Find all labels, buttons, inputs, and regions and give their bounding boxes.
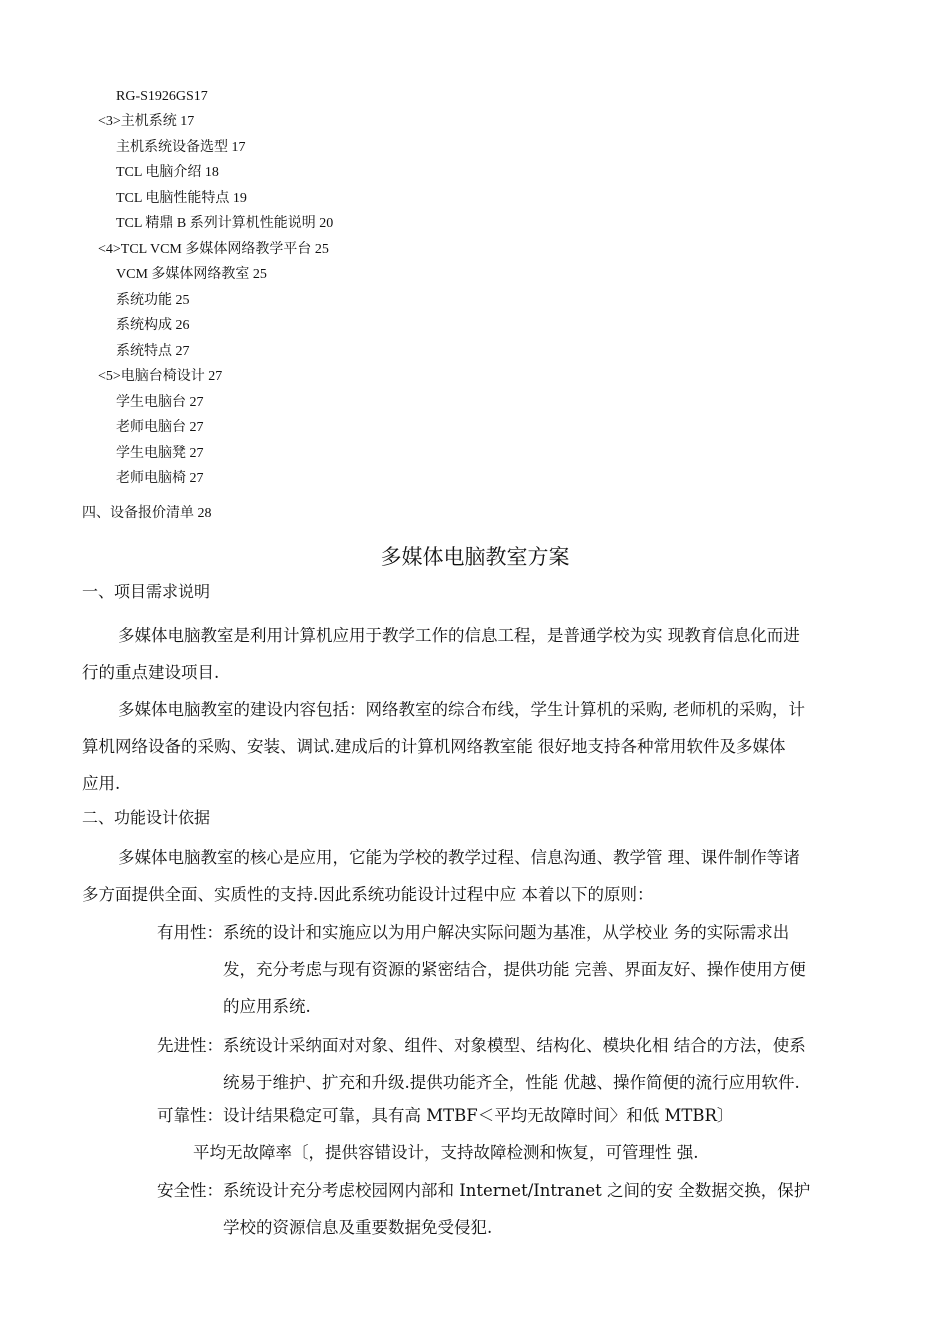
toc-entry: TCL 电脑性能特点 19 bbox=[116, 191, 247, 206]
criterion-line: 发，充分考虑与现有资源的紧密结合，提供功能 完善、界面友好、操作使用方便 bbox=[223, 960, 806, 979]
criterion-line: 平均无故障率〔，提供容错设计，支持故障检测和恢复，可管理性 强. bbox=[193, 1143, 699, 1162]
toc-entry: 四、设备报价清单 28 bbox=[82, 506, 212, 521]
criterion-line: 可靠性：设计结果稳定可靠，具有高 MTBF＜平均无故障时间〉和低 MTBR〕 bbox=[157, 1106, 734, 1125]
criterion-advancement bbox=[157, 1027, 879, 1101]
toc-entry: VCM 多媒体网络教室 25 bbox=[116, 267, 267, 282]
paragraph-line: 多媒体电脑教室是利用计算机应用于教学工作的信息工程，是普通学校为实 现教育信息化而进 bbox=[118, 626, 800, 645]
criterion-line: 统易于维护、扩充和升级.提供功能齐全，性能 优越、操作简便的流行应用软件. bbox=[223, 1073, 800, 1092]
criterion-security bbox=[157, 1172, 879, 1246]
paragraph-line: 多媒体电脑教室的核心是应用，它能为学校的教学过程、信息沟通、教学管 理、课件制作等诸 bbox=[118, 848, 800, 867]
toc-entry: 系统构成 26 bbox=[116, 318, 190, 333]
criterion-usefulness bbox=[157, 914, 879, 1025]
toc-entry: <5>电脑台椅设计 27 bbox=[98, 369, 223, 384]
toc-entry: 学生电脑凳 27 bbox=[116, 446, 204, 461]
paragraph-line: 算机网络设备的采购、安装、调试.建成后的计算机网络教室能 很好地支持各种常用软件及多媒体 bbox=[82, 737, 786, 756]
criterion-reliability bbox=[157, 1097, 879, 1171]
paragraph-line: 多媒体电脑教室的建设内容包括：网络教室的综合布线，学生计算机的采购, 老师机的采购，计 bbox=[118, 700, 805, 719]
toc-entry: TCL 精鼎 B 系列计算机性能说明 20 bbox=[116, 216, 334, 231]
toc-entry: RG-S1926GS17 bbox=[116, 89, 208, 104]
toc-entry: 系统特点 27 bbox=[116, 344, 190, 359]
section-heading-requirements: 一、项目需求说明 bbox=[82, 582, 211, 601]
toc-entry: <3>主机系统 17 bbox=[98, 114, 195, 129]
section-heading-design-basis: 二、功能设计依据 bbox=[82, 808, 211, 827]
paragraph-line: 多方面提供全面、实质性的支持.因此系统功能设计过程中应 本着以下的原则： bbox=[82, 885, 654, 904]
paragraph-line: 行的重点建设项目. bbox=[82, 663, 220, 682]
paragraph-requirements-1 bbox=[82, 617, 878, 691]
paragraph-line: 应用. bbox=[82, 774, 121, 793]
toc-entry: 系统功能 25 bbox=[116, 293, 190, 308]
document-title: 多媒体电脑教室方案 bbox=[380, 545, 570, 569]
criterion-line: 有用性：系统的设计和实施应以为用户解决实际问题为基准，从学校业 务的实际需求出 bbox=[157, 923, 790, 942]
criterion-line: 的应用系统. bbox=[223, 997, 311, 1016]
toc-entry: 老师电脑台 27 bbox=[116, 420, 204, 435]
criterion-line: 先进性：系统设计采纳面对对象、组件、对象模型、结构化、模块化相 结合的方法，使系 bbox=[157, 1036, 806, 1055]
toc-entry: 学生电脑台 27 bbox=[116, 395, 204, 410]
paragraph-design-basis bbox=[82, 839, 878, 913]
criterion-line: 安全性：系统设计充分考虑校园网内部和 Internet/Intranet 之间的安 全数据交换，保护 bbox=[157, 1181, 811, 1200]
criterion-line: 学校的资源信息及重要数据免受侵犯. bbox=[223, 1218, 493, 1237]
toc-entry: 主机系统设备选型 17 bbox=[116, 140, 246, 155]
paragraph-requirements-2 bbox=[82, 691, 878, 802]
toc-entry: TCL 电脑介绍 18 bbox=[116, 165, 219, 180]
toc-entry: <4>TCL VCM 多媒体网络教学平台 25 bbox=[98, 242, 329, 257]
toc-entry: 老师电脑椅 27 bbox=[116, 471, 204, 486]
